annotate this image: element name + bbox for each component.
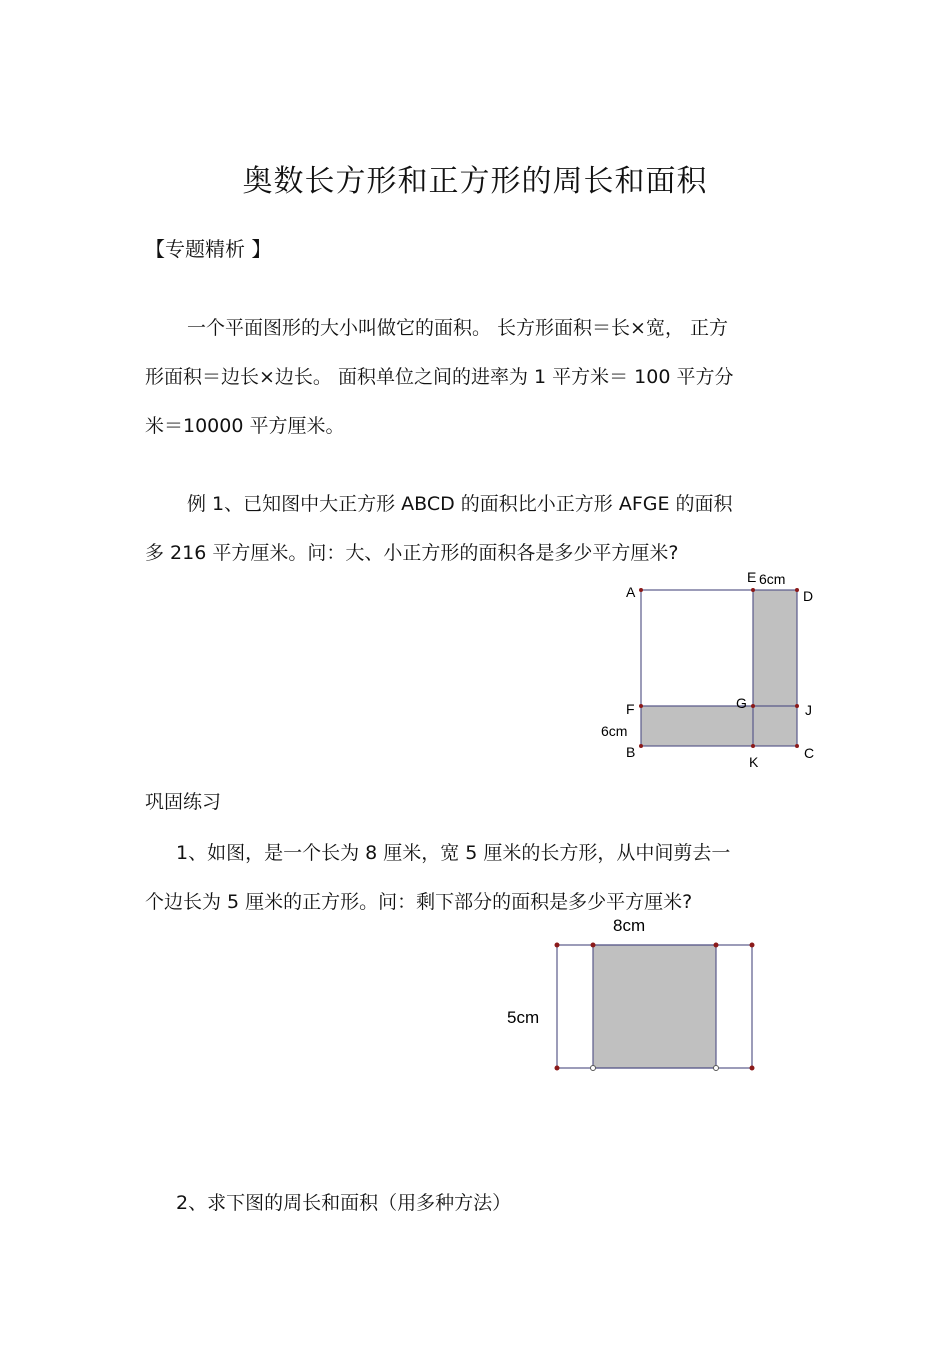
label-c: C [804,745,815,761]
page-title: 奥数长方形和正方形的周长和面积 [242,164,708,199]
example1-line-2: 多 216 平方厘米。问：大、小正方形的面积各是多少平方厘米? [145,542,679,564]
problem1-line-2: 个边长为 5 厘米的正方形。问：剩下部分的面积是多少平方厘米? [145,891,693,913]
point-b [639,744,643,748]
example1-figure [595,565,825,775]
example1-line-1: 例 1、已知图中大正方形 ABCD 的面积比小正方形 AFGE 的面积 [187,493,733,515]
point-k [751,744,755,748]
label-d: D [803,588,814,604]
intro-line-2: 形面积＝边长×边长。 面积单位之间的进率为 1 平方米＝ 100 平方分 [145,366,734,388]
intro-line-1: 一个平面图形的大小叫做它的面积。 长方形面积＝长×宽， 正方 [187,317,729,339]
width-label: 8cm [613,916,646,935]
shaded-vertical-strip [753,590,797,746]
point-bottom-inner-right [714,1066,719,1071]
label-a: A [626,584,636,600]
point-bottom-left [555,1066,560,1071]
point-a [639,588,643,592]
point-bottom-right [750,1066,755,1071]
cut-square [593,945,716,1068]
label-k: K [749,754,759,770]
label-j: J [805,702,812,718]
label-b: B [626,744,636,760]
point-top-right [750,943,755,948]
problem1-figure [495,910,770,1085]
point-e [751,588,755,592]
point-j [795,704,799,708]
label-e: E [747,569,757,585]
point-bottom-inner-left [591,1066,596,1071]
label-f: F [626,701,635,717]
practice-heading: 巩固练习 [145,791,222,813]
height-label: 5cm [507,1008,540,1027]
intro-line-3: 米＝10000 平方厘米。 [145,415,345,437]
point-g [751,704,755,708]
section-heading: 【专题精析 】 [145,237,272,261]
point-top-left [555,943,560,948]
point-top-inner-right [714,943,719,948]
point-c [795,744,799,748]
point-d [795,588,799,592]
label-left-dim: 6cm [601,723,628,739]
problem2-line-1: 2、求下图的周长和面积（用多种方法） [176,1192,512,1214]
shaded-horizontal-strip [641,706,753,746]
label-g: G [736,695,747,711]
point-top-inner-left [591,943,596,948]
label-top-dim: 6cm [759,571,786,587]
point-f [639,704,643,708]
problem1-line-1: 1、如图，是一个长为 8 厘米，宽 5 厘米的长方形，从中间剪去一 [176,842,731,864]
